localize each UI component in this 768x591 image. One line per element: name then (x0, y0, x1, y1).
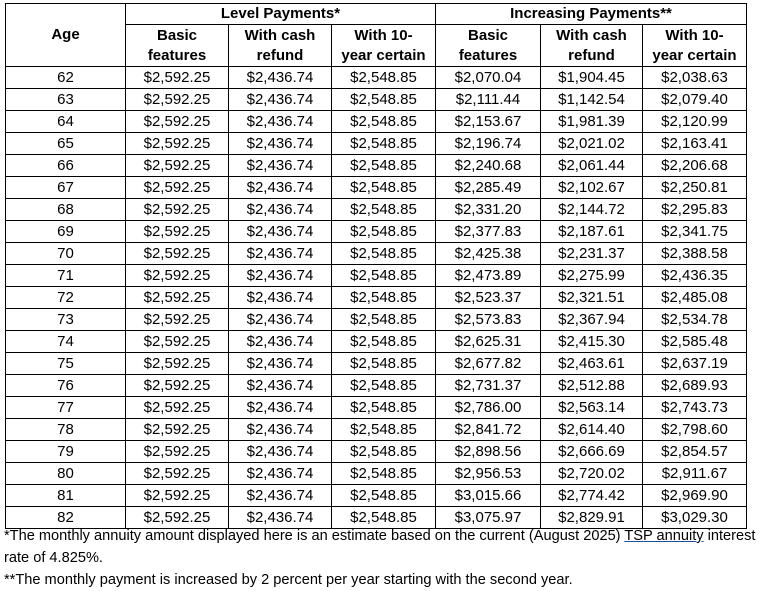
payment-cell: $2,038.63 (643, 67, 747, 89)
table-row (6, 353, 747, 375)
payment-cell: $2,061.44 (541, 155, 643, 177)
payment-cell: $2,070.04 (436, 67, 541, 89)
payment-cell: $2,021.02 (541, 133, 643, 155)
payment-cell: $2,592.25 (126, 133, 229, 155)
payment-cell: $2,592.25 (126, 397, 229, 419)
payment-cell: $1,981.39 (541, 111, 643, 133)
payment-cell: $2,436.74 (229, 463, 332, 485)
payment-cell: $2,548.85 (332, 133, 436, 155)
payment-cell: $2,548.85 (332, 353, 436, 375)
payment-cell: $2,436.74 (229, 331, 332, 353)
payment-cell: $2,548.85 (332, 67, 436, 89)
payment-cell: $2,548.85 (332, 155, 436, 177)
col-level-basic: Basic features (126, 25, 229, 67)
payment-cell: $2,548.85 (332, 419, 436, 441)
payment-cell: $2,548.85 (332, 375, 436, 397)
payment-cell: $2,677.82 (436, 353, 541, 375)
payment-cell: $2,377.83 (436, 221, 541, 243)
age-header: Age (6, 4, 126, 67)
table-row (6, 375, 747, 397)
payment-cell: $2,144.72 (541, 199, 643, 221)
payment-cell: $2,592.25 (126, 177, 229, 199)
payment-cell: $2,079.40 (643, 89, 747, 111)
payment-cell: $2,436.74 (229, 221, 332, 243)
payment-cell: $2,436.74 (229, 67, 332, 89)
payment-cell: $2,295.83 (643, 199, 747, 221)
payment-cell: $2,548.85 (332, 463, 436, 485)
age-cell: 79 (6, 441, 126, 463)
payment-cell: $2,548.85 (332, 111, 436, 133)
payment-cell: $2,285.49 (436, 177, 541, 199)
footnotes (4, 525, 768, 591)
age-cell: 69 (6, 221, 126, 243)
table-body (6, 67, 747, 529)
table-row (6, 89, 747, 111)
payment-cell: $2,548.85 (332, 243, 436, 265)
payment-cell: $2,436.74 (229, 111, 332, 133)
payment-cell: $2,436.74 (229, 177, 332, 199)
payment-cell: $2,592.25 (126, 353, 229, 375)
col-level-cash-refund: With cash refund (229, 25, 332, 67)
payment-cell: $2,548.85 (332, 331, 436, 353)
payment-cell: $2,548.85 (332, 287, 436, 309)
payment-cell: $2,774.42 (541, 485, 643, 507)
payment-cell: $2,548.85 (332, 177, 436, 199)
payment-cell: $2,367.94 (541, 309, 643, 331)
age-cell: 70 (6, 243, 126, 265)
payment-cell: $2,548.85 (332, 485, 436, 507)
payment-cell: $2,786.00 (436, 397, 541, 419)
payment-cell: $2,436.74 (229, 485, 332, 507)
payment-cell: $3,029.30 (643, 507, 747, 529)
payment-cell: $2,436.74 (229, 441, 332, 463)
payment-cell: $2,436.74 (229, 243, 332, 265)
payment-cell: $2,956.53 (436, 463, 541, 485)
age-cell: 64 (6, 111, 126, 133)
age-cell: 63 (6, 89, 126, 111)
tsp-annuity-link[interactable]: TSP annuity (624, 528, 704, 544)
payment-cell: $2,120.99 (643, 111, 747, 133)
payment-cell: $2,592.25 (126, 463, 229, 485)
payment-cell: $2,614.40 (541, 419, 643, 441)
payment-cell: $2,548.85 (332, 397, 436, 419)
payment-cell: $2,415.30 (541, 331, 643, 353)
payment-cell: $1,142.54 (541, 89, 643, 111)
age-cell: 78 (6, 419, 126, 441)
payment-cell: $2,436.74 (229, 133, 332, 155)
table-row (6, 287, 747, 309)
payment-cell: $2,206.68 (643, 155, 747, 177)
table-row (6, 111, 747, 133)
payment-cell: $2,196.74 (436, 133, 541, 155)
age-cell: 72 (6, 287, 126, 309)
age-cell: 82 (6, 507, 126, 529)
payment-cell: $2,573.83 (436, 309, 541, 331)
payment-cell: $2,436.74 (229, 89, 332, 111)
payment-cell: $2,911.67 (643, 463, 747, 485)
table-row (6, 331, 747, 353)
payment-cell: $2,592.25 (126, 243, 229, 265)
age-cell: 81 (6, 485, 126, 507)
payment-cell: $2,231.37 (541, 243, 643, 265)
age-cell: 76 (6, 375, 126, 397)
payment-cell: $2,275.99 (541, 265, 643, 287)
payment-cell: $2,436.74 (229, 155, 332, 177)
annuity-table-container (5, 3, 747, 529)
payment-cell: $2,731.37 (436, 375, 541, 397)
payment-cell: $2,592.25 (126, 507, 229, 529)
table-row (6, 397, 747, 419)
payment-cell: $2,592.25 (126, 89, 229, 111)
payment-cell: $2,592.25 (126, 199, 229, 221)
footnote-increasing: **The monthly payment is increased by 2 percent per year starting with the second year. (4, 572, 573, 588)
payment-cell: $2,666.69 (541, 441, 643, 463)
payment-cell: $2,321.51 (541, 287, 643, 309)
payment-cell: $2,187.61 (541, 221, 643, 243)
payment-cell: $2,625.31 (436, 331, 541, 353)
table-row (6, 419, 747, 441)
payment-cell: $2,485.08 (643, 287, 747, 309)
age-cell: 65 (6, 133, 126, 155)
age-cell: 80 (6, 463, 126, 485)
payment-cell: $2,548.85 (332, 199, 436, 221)
payment-cell: $2,523.37 (436, 287, 541, 309)
payment-cell: $2,592.25 (126, 155, 229, 177)
payment-cell: $2,153.67 (436, 111, 541, 133)
table-row (6, 177, 747, 199)
payment-cell: $2,829.91 (541, 507, 643, 529)
payment-cell: $2,436.74 (229, 309, 332, 331)
table-row (6, 221, 747, 243)
payment-cell: $2,592.25 (126, 419, 229, 441)
payment-cell: $3,015.66 (436, 485, 541, 507)
footnote-level: *The monthly annuity amount displayed here is an estimate based on the current (August 2025) TSP annuity interest rate of 4.825%. (4, 528, 756, 566)
age-cell: 71 (6, 265, 126, 287)
payment-cell: $2,473.89 (436, 265, 541, 287)
payment-cell: $2,592.25 (126, 265, 229, 287)
table-row (6, 155, 747, 177)
payment-cell: $2,592.25 (126, 309, 229, 331)
payment-cell: $2,548.85 (332, 265, 436, 287)
annuity-table (5, 3, 747, 529)
age-cell: 73 (6, 309, 126, 331)
payment-cell: $2,436.74 (229, 507, 332, 529)
age-cell: 67 (6, 177, 126, 199)
payment-cell: $2,512.88 (541, 375, 643, 397)
payment-cell: $2,548.85 (332, 441, 436, 463)
payment-cell: $2,436.74 (229, 265, 332, 287)
payment-cell: $2,563.14 (541, 397, 643, 419)
payment-cell: $2,798.60 (643, 419, 747, 441)
payment-cell: $2,436.74 (229, 419, 332, 441)
payment-cell: $2,637.19 (643, 353, 747, 375)
col-increasing-basic: Basic features (436, 25, 541, 67)
payment-cell: $2,720.02 (541, 463, 643, 485)
age-cell: 77 (6, 397, 126, 419)
age-cell: 68 (6, 199, 126, 221)
table-row (6, 133, 747, 155)
payment-cell: $2,341.75 (643, 221, 747, 243)
payment-cell: $2,163.41 (643, 133, 747, 155)
payment-cell: $2,436.35 (643, 265, 747, 287)
payment-cell: $2,548.85 (332, 507, 436, 529)
payment-cell: $2,585.48 (643, 331, 747, 353)
payment-cell: $2,436.74 (229, 287, 332, 309)
payment-cell: $2,592.25 (126, 331, 229, 353)
payment-cell: $2,548.85 (332, 89, 436, 111)
table-row (6, 199, 747, 221)
level-payments-header: Level Payments* (126, 4, 436, 25)
payment-cell: $2,425.38 (436, 243, 541, 265)
payment-cell: $2,102.67 (541, 177, 643, 199)
payment-cell: $2,969.90 (643, 485, 747, 507)
payment-cell: $2,388.58 (643, 243, 747, 265)
payment-cell: $2,592.25 (126, 441, 229, 463)
payment-cell: $2,240.68 (436, 155, 541, 177)
payment-cell: $2,854.57 (643, 441, 747, 463)
payment-cell: $2,436.74 (229, 353, 332, 375)
payment-cell: $2,548.85 (332, 221, 436, 243)
payment-cell: $1,904.45 (541, 67, 643, 89)
payment-cell: $2,111.44 (436, 89, 541, 111)
payment-cell: $2,436.74 (229, 199, 332, 221)
age-cell: 66 (6, 155, 126, 177)
table-row (6, 441, 747, 463)
payment-cell: $2,548.85 (332, 309, 436, 331)
payment-cell: $2,592.25 (126, 67, 229, 89)
payment-cell: $2,592.25 (126, 375, 229, 397)
col-increasing-10-year: With 10- year certain (643, 25, 747, 67)
payment-cell: $2,436.74 (229, 375, 332, 397)
payment-cell: $2,898.56 (436, 441, 541, 463)
payment-cell: $2,592.25 (126, 485, 229, 507)
age-cell: 74 (6, 331, 126, 353)
payment-cell: $2,436.74 (229, 397, 332, 419)
table-row (6, 265, 747, 287)
payment-cell: $2,463.61 (541, 353, 643, 375)
increasing-payments-header: Increasing Payments** (436, 4, 747, 25)
col-level-10-year: With 10- year certain (332, 25, 436, 67)
payment-cell: $2,592.25 (126, 111, 229, 133)
age-cell: 75 (6, 353, 126, 375)
payment-cell: $2,592.25 (126, 221, 229, 243)
payment-cell: $2,250.81 (643, 177, 747, 199)
payment-cell: $2,743.73 (643, 397, 747, 419)
age-cell: 62 (6, 67, 126, 89)
payment-cell: $2,592.25 (126, 287, 229, 309)
payment-cell: $2,841.72 (436, 419, 541, 441)
table-row (6, 485, 747, 507)
table-row (6, 67, 747, 89)
table-row (6, 309, 747, 331)
table-row (6, 463, 747, 485)
table-row (6, 243, 747, 265)
payment-cell: $2,331.20 (436, 199, 541, 221)
payment-cell: $2,534.78 (643, 309, 747, 331)
col-increasing-cash-refund: With cash refund (541, 25, 643, 67)
payment-cell: $3,075.97 (436, 507, 541, 529)
payment-cell: $2,689.93 (643, 375, 747, 397)
